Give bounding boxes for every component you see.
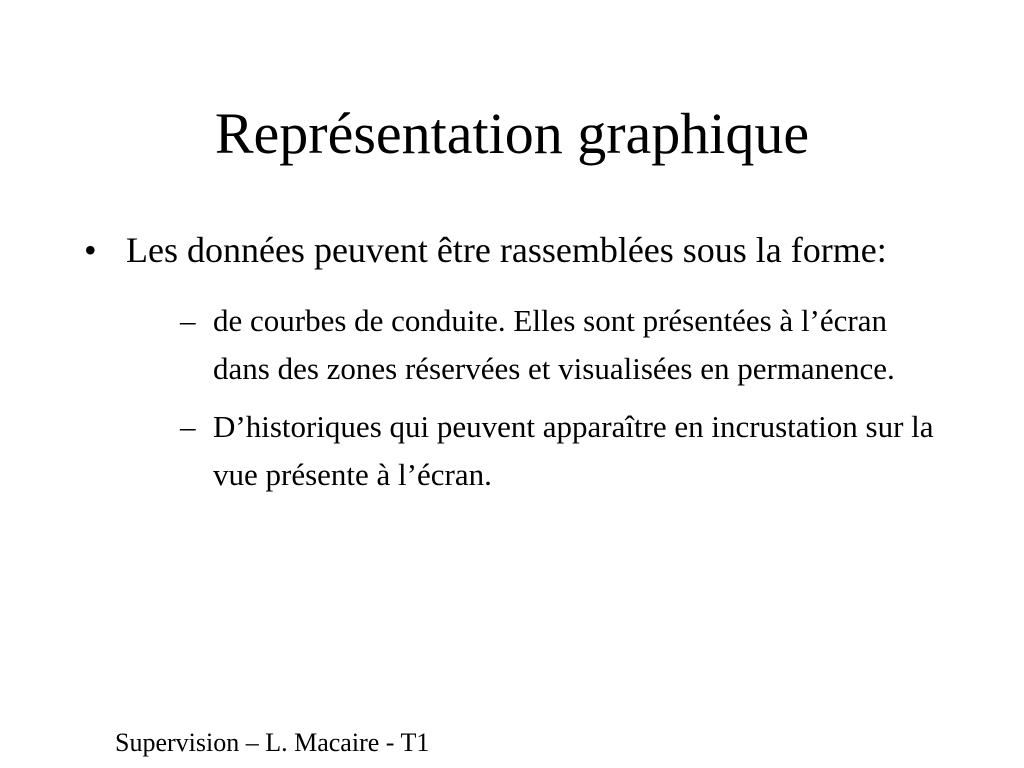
- dash-marker: –: [180, 409, 196, 444]
- bullet-item: [84, 228, 944, 499]
- sub-bullet-text: D’historiques qui peuvent apparaître en incrustation sur la vue présente à l’écran.: [213, 409, 934, 492]
- bullet-text: Les données peuvent être rassemblées sous la forme:: [126, 230, 887, 270]
- sub-bullet-item: [126, 403, 944, 499]
- bullet-marker: •: [84, 230, 97, 270]
- slide-footer: Supervision – L. Macaire - T1: [115, 728, 430, 757]
- slide-title: Représentation graphique: [214, 101, 810, 166]
- sub-bullet-list: [126, 297, 944, 499]
- sub-bullet-text: de courbes de conduite. Elles sont présentées à l’écran dans des zones réservées et visualisées en permanence.: [213, 303, 895, 386]
- sub-bullet-item: [126, 297, 944, 393]
- dash-marker: –: [180, 303, 196, 338]
- bullet-list: [84, 228, 944, 509]
